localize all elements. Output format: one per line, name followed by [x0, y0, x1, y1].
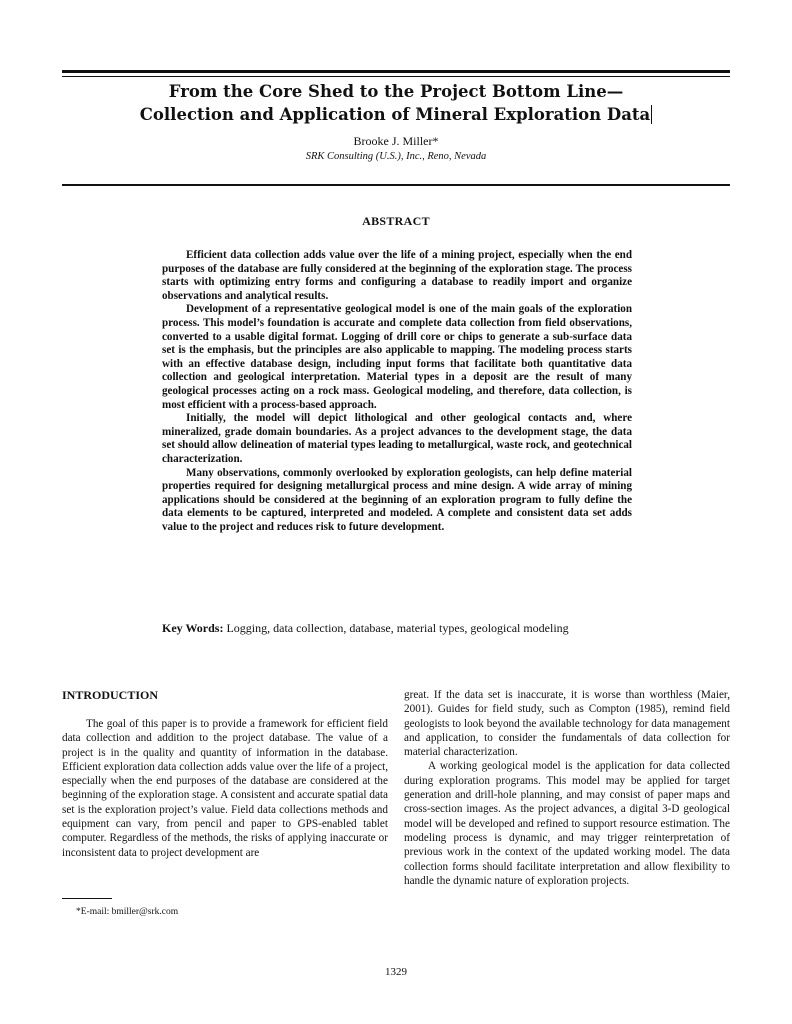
- abstract-heading: ABSTRACT: [362, 214, 430, 228]
- abstract-paragraph: Initially, the model will depict lithological and other geological contacts and, where mineralized, grade domain boundaries. As a project advances to the development stage, the data set should allow delineation of material types leading to metallurgical, waste rock, and geotechnical characterization.: [162, 412, 632, 465]
- title-line-1: From the Core Shed to the Project Bottom Line—: [168, 82, 624, 101]
- keywords: [162, 621, 632, 636]
- abstract-paragraph: Development of a representative geological model is one of the main goals of the exploration process. This model’s foundation is accurate and complete data collection from field observations, converted to a usable digital format. Logging of drill core or chips to generate a sub-surface data set is the emphasis, but the principles are also applicable to mapping. The modeling process starts with an effective database design, including input forms that facilitate both quantitative data collection and geological interpretation. Material types in a deposit are the result of many geological processes acting on a rock mass. Geological modeling, and therefore, data collection, is most efficient with a process-based approach.: [162, 303, 632, 411]
- header-rule-bottom: [62, 184, 730, 186]
- title-line-2: Collection and Application of Mineral Exploration Data: [139, 105, 651, 124]
- body-paragraph: A working geological model is the application for data collected during exploration programs. This model may be applied for target generation and drill-hole planning, and may consist of paper maps and cross-section images. As the project advances, a digital 3-D geological model will be developed and refined to support resource estimation. The modeling process is dynamic, and may trigger reinterpretation of previous work in the context of the updated working model. The data collection forms should facilitate interpretation and allow flexibility to handle the dynamic nature of exploration projects.: [404, 760, 730, 887]
- section-heading-introduction: INTRODUCTION: [62, 688, 159, 702]
- footnote-rule: [62, 898, 112, 899]
- abstract-body: [162, 249, 632, 534]
- footnote-email: *E-mail: bmiller@srk.com: [76, 907, 179, 917]
- keywords-label: Key Words:: [162, 621, 224, 635]
- keywords-text: Logging, data collection, database, material types, geological modeling: [226, 621, 569, 635]
- author-affiliation: SRK Consulting (U.S.), Inc., Reno, Nevada: [305, 151, 487, 162]
- header-rule-thick: [62, 70, 730, 73]
- paper-title: [62, 80, 730, 126]
- header-rule-thin: [62, 76, 730, 77]
- abstract-paragraph: Efficient data collection adds value over the life of a mining project, especially when the end purposes of the database are fully considered at the beginning of the exploration stage. The process starts with optimizing entry forms and configuring a database to readily import and organize observations and analytical results.: [162, 249, 632, 302]
- body-paragraph-continued: great. If the data set is inaccurate, it is worse than worthless (Maier, 2001). Guides for field study, such as Compton (1985), remind field geologists to look beyond the available technology for data management and application, to consider the fundamentals of data collection for material characterization.: [404, 689, 730, 759]
- right-column: [404, 688, 730, 888]
- author-name: Brooke J. Miller*: [353, 134, 439, 148]
- page-number: 1329: [385, 966, 407, 978]
- body-paragraph: The goal of this paper is to provide a framework for efficient field data collection and addition to the project database. The value of a project is in the quality and quantity of information in the database. Efficient exploration data collection adds value over the life of a project, especially when the end purposes of the database are considered at the beginning of the exploration stage. A consistent and accurate spatial data set is the exploration project’s value. Field data collections methods and equipment can vary, from pencil and paper to GPS-enabled tablet computer. Regardless of the methods, the risks of applying inaccurate or inconsistent data to project development are: [62, 718, 388, 859]
- left-column: [62, 717, 388, 860]
- abstract-paragraph: Many observations, commonly overlooked by exploration geologists, can help define material properties required for designing metallurgical process and mine design. A wide array of mining applications should be considered at the beginning of an exploration program to fully define the data elements to be captured, interpreted and modeled. A complete and consistent data set adds value to the project and reduces risk to future development.: [162, 466, 632, 533]
